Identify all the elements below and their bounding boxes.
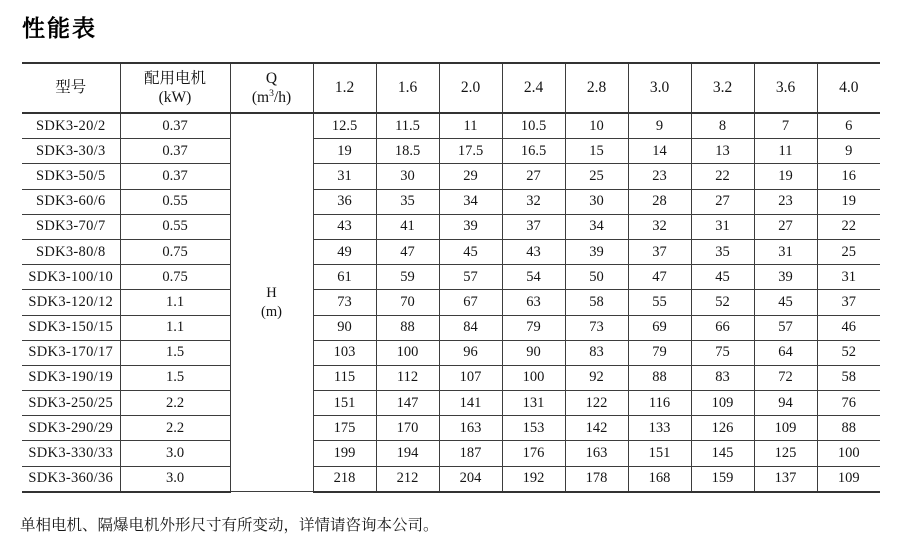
head-value-cell: 30 [376, 164, 439, 189]
head-value-cell: 8 [691, 113, 754, 139]
model-cell: SDK3-80/8 [22, 239, 120, 264]
head-value-cell: 204 [439, 466, 502, 492]
head-value-cell: 107 [439, 365, 502, 390]
head-value-cell: 11.5 [376, 113, 439, 139]
table-row [22, 265, 880, 290]
head-value-cell: 36 [313, 189, 376, 214]
head-value-cell: 79 [502, 315, 565, 340]
head-value-cell: 15 [565, 139, 628, 164]
head-value-cell: 115 [313, 365, 376, 390]
head-value-cell: 37 [628, 239, 691, 264]
header-q-symbol: Q [265, 69, 278, 87]
head-value-cell: 31 [691, 214, 754, 239]
head-unit-cell [230, 113, 313, 492]
motor-kw-cell: 1.1 [120, 290, 230, 315]
head-value-cell: 70 [376, 290, 439, 315]
head-value-cell: 58 [565, 290, 628, 315]
head-value-cell: 34 [439, 189, 502, 214]
head-value-cell: 32 [502, 189, 565, 214]
head-value-cell: 34 [565, 214, 628, 239]
head-value-cell: 28 [628, 189, 691, 214]
head-value-cell: 103 [313, 340, 376, 365]
table-row [22, 239, 880, 264]
head-value-cell: 59 [376, 265, 439, 290]
header-model-label: 型号 [55, 79, 87, 97]
header-flow-value: 1.6 [376, 63, 439, 113]
head-value-cell: 35 [376, 189, 439, 214]
head-value-cell: 145 [691, 441, 754, 466]
header-flow-value: 2.0 [439, 63, 502, 113]
head-value-cell: 19 [817, 189, 880, 214]
head-value-cell: 112 [376, 365, 439, 390]
head-value-cell: 17.5 [439, 139, 502, 164]
head-value-cell: 27 [691, 189, 754, 214]
table-row [22, 113, 880, 139]
head-value-cell: 76 [817, 391, 880, 416]
head-value-cell: 9 [628, 113, 691, 139]
head-value-cell: 16 [817, 164, 880, 189]
model-cell: SDK3-120/12 [22, 290, 120, 315]
header-flow-value: 1.2 [313, 63, 376, 113]
head-value-cell: 75 [691, 340, 754, 365]
table-row [22, 340, 880, 365]
head-value-cell: 72 [754, 365, 817, 390]
motor-kw-cell: 1.5 [120, 365, 230, 390]
motor-kw-cell: 0.37 [120, 139, 230, 164]
head-value-cell: 37 [502, 214, 565, 239]
head-value-cell: 79 [628, 340, 691, 365]
model-cell: SDK3-70/7 [22, 214, 120, 239]
head-value-cell: 73 [565, 315, 628, 340]
table-header [22, 63, 880, 113]
head-value-cell: 31 [754, 239, 817, 264]
head-value-cell: 12.5 [313, 113, 376, 139]
footnote-text: 单相电机、隔爆电机外形尺寸有所变动，详情请咨询本公司。 [20, 517, 439, 534]
head-value-cell: 212 [376, 466, 439, 492]
head-value-cell: 96 [439, 340, 502, 365]
motor-kw-cell: 2.2 [120, 391, 230, 416]
head-value-cell: 88 [817, 416, 880, 441]
head-value-cell: 151 [628, 441, 691, 466]
head-value-cell: 52 [817, 340, 880, 365]
head-value-cell: 163 [439, 416, 502, 441]
model-cell: SDK3-290/29 [22, 416, 120, 441]
head-value-cell: 175 [313, 416, 376, 441]
header-motor-line2: (kW) [158, 89, 192, 106]
head-value-cell: 39 [754, 265, 817, 290]
head-value-cell: 7 [754, 113, 817, 139]
head-value-cell: 218 [313, 466, 376, 492]
head-value-cell: 142 [565, 416, 628, 441]
head-value-cell: 23 [754, 189, 817, 214]
head-value-cell: 58 [817, 365, 880, 390]
head-value-cell: 64 [754, 340, 817, 365]
head-value-cell: 126 [691, 416, 754, 441]
head-value-cell: 31 [817, 265, 880, 290]
head-value-cell: 90 [313, 315, 376, 340]
head-value-cell: 39 [439, 214, 502, 239]
head-value-cell: 92 [565, 365, 628, 390]
head-value-cell: 45 [439, 239, 502, 264]
header-model [22, 63, 120, 113]
head-value-cell: 67 [439, 290, 502, 315]
head-value-cell: 27 [754, 214, 817, 239]
motor-kw-cell: 1.1 [120, 315, 230, 340]
head-value-cell: 141 [439, 391, 502, 416]
head-value-cell: 35 [691, 239, 754, 264]
head-value-cell: 151 [313, 391, 376, 416]
head-value-cell: 39 [565, 239, 628, 264]
head-value-cell: 46 [817, 315, 880, 340]
head-value-cell: 25 [565, 164, 628, 189]
head-value-cell: 116 [628, 391, 691, 416]
motor-kw-cell: 0.75 [120, 239, 230, 264]
head-value-cell: 192 [502, 466, 565, 492]
head-value-cell: 187 [439, 441, 502, 466]
table-row [22, 416, 880, 441]
head-value-cell: 19 [754, 164, 817, 189]
head-value-cell: 83 [691, 365, 754, 390]
table-row [22, 315, 880, 340]
header-flow-value: 3.2 [691, 63, 754, 113]
header-motor-power [120, 63, 230, 113]
performance-table [22, 62, 880, 493]
head-value-cell: 25 [817, 239, 880, 264]
head-value-cell: 63 [502, 290, 565, 315]
table-row [22, 189, 880, 214]
model-cell: SDK3-100/10 [22, 265, 120, 290]
head-value-cell: 14 [628, 139, 691, 164]
head-symbol: H [266, 284, 277, 301]
head-value-cell: 57 [439, 265, 502, 290]
head-value-cell: 43 [502, 239, 565, 264]
head-value-cell: 47 [376, 239, 439, 264]
head-value-cell: 43 [313, 214, 376, 239]
page-title: 性能表 [22, 15, 97, 41]
head-value-cell: 11 [754, 139, 817, 164]
head-value-cell: 22 [817, 214, 880, 239]
header-flow-value: 2.4 [502, 63, 565, 113]
head-value-cell: 50 [565, 265, 628, 290]
table-row [22, 391, 880, 416]
head-value-cell: 30 [565, 189, 628, 214]
motor-kw-cell: 3.0 [120, 441, 230, 466]
head-value-cell: 55 [628, 290, 691, 315]
header-flow-value: 3.6 [754, 63, 817, 113]
head-value-cell: 9 [817, 139, 880, 164]
table-row [22, 164, 880, 189]
head-value-cell: 109 [754, 416, 817, 441]
head-value-cell: 57 [754, 315, 817, 340]
head-value-cell: 54 [502, 265, 565, 290]
table-row [22, 290, 880, 315]
table-row [22, 466, 880, 492]
head-value-cell: 133 [628, 416, 691, 441]
head-value-cell: 11 [439, 113, 502, 139]
head-value-cell: 100 [817, 441, 880, 466]
head-value-cell: 47 [628, 265, 691, 290]
header-flow-value: 2.8 [565, 63, 628, 113]
head-value-cell: 84 [439, 315, 502, 340]
head-value-cell: 73 [313, 290, 376, 315]
motor-kw-cell: 0.75 [120, 265, 230, 290]
head-value-cell: 6 [817, 113, 880, 139]
header-row [22, 63, 880, 113]
model-cell: SDK3-190/19 [22, 365, 120, 390]
head-value-cell: 10.5 [502, 113, 565, 139]
model-cell: SDK3-50/5 [22, 164, 120, 189]
head-value-cell: 31 [313, 164, 376, 189]
head-value-cell: 61 [313, 265, 376, 290]
header-flow-q [230, 63, 313, 113]
model-cell: SDK3-20/2 [22, 113, 120, 139]
head-value-cell: 159 [691, 466, 754, 492]
head-value-cell: 131 [502, 391, 565, 416]
header-motor-line1: 配用电机 [143, 69, 206, 87]
head-value-cell: 176 [502, 441, 565, 466]
head-value-cell: 83 [565, 340, 628, 365]
head-value-cell: 19 [313, 139, 376, 164]
head-value-cell: 94 [754, 391, 817, 416]
head-value-cell: 45 [754, 290, 817, 315]
head-value-cell: 41 [376, 214, 439, 239]
head-value-cell: 153 [502, 416, 565, 441]
head-value-cell: 168 [628, 466, 691, 492]
head-value-cell: 29 [439, 164, 502, 189]
head-value-cell: 66 [691, 315, 754, 340]
model-cell: SDK3-170/17 [22, 340, 120, 365]
head-value-cell: 18.5 [376, 139, 439, 164]
head-value-cell: 109 [817, 466, 880, 492]
head-value-cell: 88 [376, 315, 439, 340]
motor-kw-cell: 3.0 [120, 466, 230, 492]
head-value-cell: 23 [628, 164, 691, 189]
table-row [22, 365, 880, 390]
header-q-unit: $(m^3/h)$ [251, 87, 292, 106]
head-value-cell: 32 [628, 214, 691, 239]
head-value-cell: 194 [376, 441, 439, 466]
motor-kw-cell: 1.5 [120, 340, 230, 365]
head-value-cell: 100 [376, 340, 439, 365]
head-value-cell: 109 [691, 391, 754, 416]
table-body [22, 113, 880, 492]
motor-kw-cell: 0.55 [120, 214, 230, 239]
head-value-cell: 147 [376, 391, 439, 416]
motor-kw-cell: 2.2 [120, 416, 230, 441]
head-value-cell: 49 [313, 239, 376, 264]
head-value-cell: 122 [565, 391, 628, 416]
motor-kw-cell: 0.37 [120, 164, 230, 189]
table-row [22, 441, 880, 466]
header-flow-value: 4.0 [817, 63, 880, 113]
model-cell: SDK3-60/6 [22, 189, 120, 214]
motor-kw-cell: 0.55 [120, 189, 230, 214]
head-value-cell: 27 [502, 164, 565, 189]
head-value-cell: 37 [817, 290, 880, 315]
head-value-cell: 199 [313, 441, 376, 466]
head-value-cell: 69 [628, 315, 691, 340]
head-value-cell: 178 [565, 466, 628, 492]
motor-kw-cell: 0.37 [120, 113, 230, 139]
model-cell: SDK3-330/33 [22, 441, 120, 466]
head-value-cell: 88 [628, 365, 691, 390]
table-row [22, 139, 880, 164]
head-value-cell: 45 [691, 265, 754, 290]
model-cell: SDK3-150/15 [22, 315, 120, 340]
head-unit: (m) [261, 303, 282, 320]
head-value-cell: 22 [691, 164, 754, 189]
head-value-cell: 52 [691, 290, 754, 315]
table-row [22, 214, 880, 239]
head-value-cell: 170 [376, 416, 439, 441]
model-cell: SDK3-250/25 [22, 391, 120, 416]
head-value-cell: 125 [754, 441, 817, 466]
head-value-cell: 13 [691, 139, 754, 164]
head-value-cell: 90 [502, 340, 565, 365]
head-value-cell: 10 [565, 113, 628, 139]
model-cell: SDK3-360/36 [22, 466, 120, 492]
model-cell: SDK3-30/3 [22, 139, 120, 164]
header-flow-value: 3.0 [628, 63, 691, 113]
head-value-cell: 16.5 [502, 139, 565, 164]
head-value-cell: 100 [502, 365, 565, 390]
head-value-cell: 137 [754, 466, 817, 492]
head-value-cell: 163 [565, 441, 628, 466]
